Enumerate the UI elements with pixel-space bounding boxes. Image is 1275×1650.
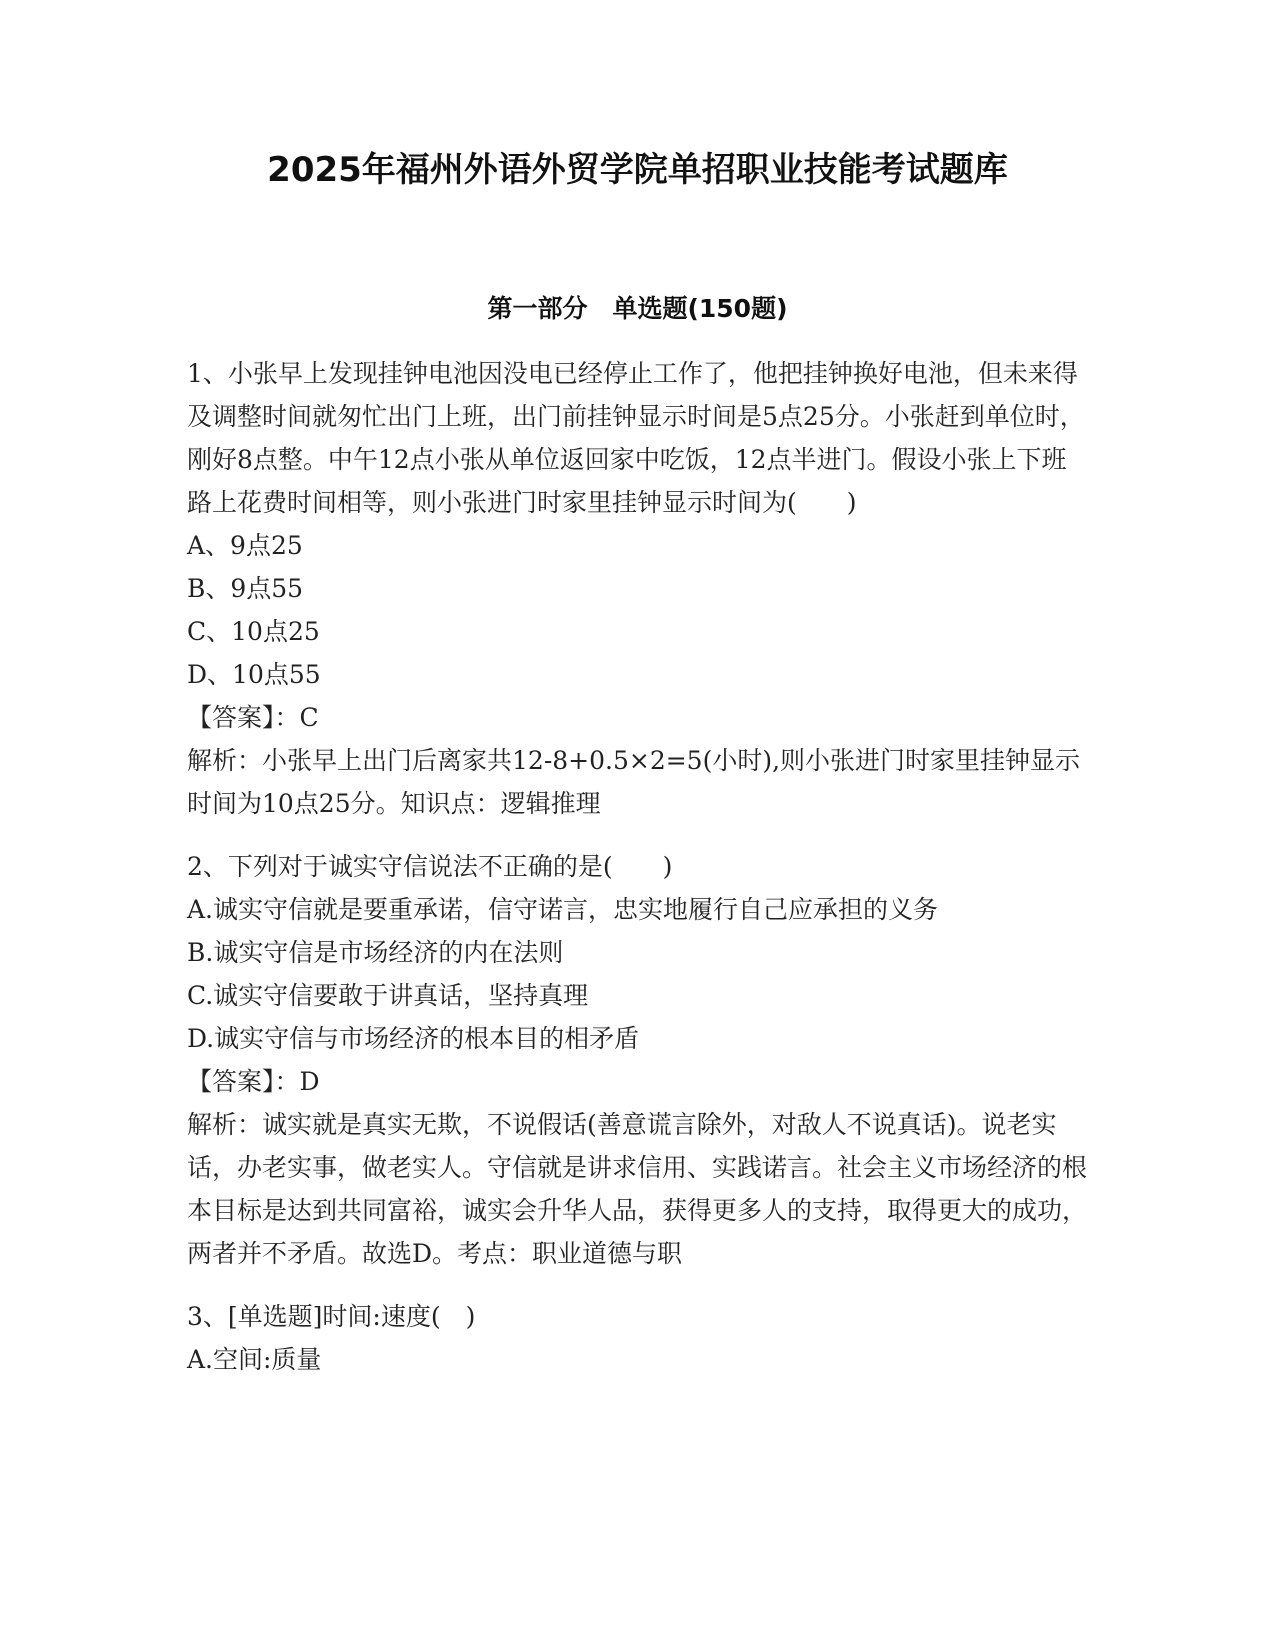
option-b: B.诚实守信是市场经济的内在法则	[187, 938, 564, 967]
answer-line: 【答案】：D	[187, 1067, 320, 1096]
question-stem: 3、[单选题]时间:速度( )	[187, 1302, 476, 1331]
question-stem: 2、下列对于诚实守信说法不正确的是( )	[187, 852, 673, 881]
question-spacer	[187, 1275, 1087, 1295]
option-a: A.诚实守信就是要重承诺，信守诺言，忠实地履行自己应承担的义务	[187, 895, 939, 924]
analysis-text: 解析：诚实就是真实无欺，不说假话(善意谎言除外，对敌人不说真话)。说老实话，办老实事，做老实人。守信就是讲求信用、实践诺言。社会主义市场经济的根本目标是达到共同富裕，诚实会升华人品，获得更多人的支持，取得更大的成功，两者并不矛盾。故选D。考点：职业道德与职	[187, 1110, 1088, 1268]
answer-line: 【答案】：C	[187, 703, 319, 732]
option-c: C.诚实守信要敢于讲真话，坚持真理	[187, 981, 589, 1010]
question-stem: 1、小张早上发现挂钟电池因没电已经停止工作了，他把挂钟换好电池，但未来得及调整时间就匆忙出门上班，出门前挂钟显示时间是5点25分。小张赶到单位时，刚好8点整。中午12点小张从单位返回家中吃饭，12点半进门。假设小张上下班路上花费时间相等，则小张进门时家里挂钟显示时间为( )	[187, 359, 1085, 517]
question-list	[187, 352, 1087, 1381]
option-a: A.空间:质量	[187, 1345, 322, 1374]
section-heading: 第一部分 单选题(150题)	[487, 294, 788, 323]
option-c: C、10点25	[187, 617, 320, 646]
question-3	[187, 1295, 1087, 1381]
option-b: B、9点55	[187, 574, 304, 603]
option-a: A、9点25	[187, 531, 303, 560]
question-1	[187, 352, 1087, 825]
option-d: D、10点55	[187, 660, 321, 689]
option-d: D.诚实守信与市场经济的根本目的相矛盾	[187, 1024, 640, 1053]
question-spacer	[187, 825, 1087, 845]
question-2	[187, 845, 1087, 1275]
document-title: 2025年福州外语外贸学院单招职业技能考试题库	[267, 150, 1008, 190]
analysis-text: 解析：小张早上出门后离家共12-8+0.5×2=5(小时),则小张进门时家里挂钟显示时间为10点25分。知识点：逻辑推理	[187, 746, 1081, 818]
